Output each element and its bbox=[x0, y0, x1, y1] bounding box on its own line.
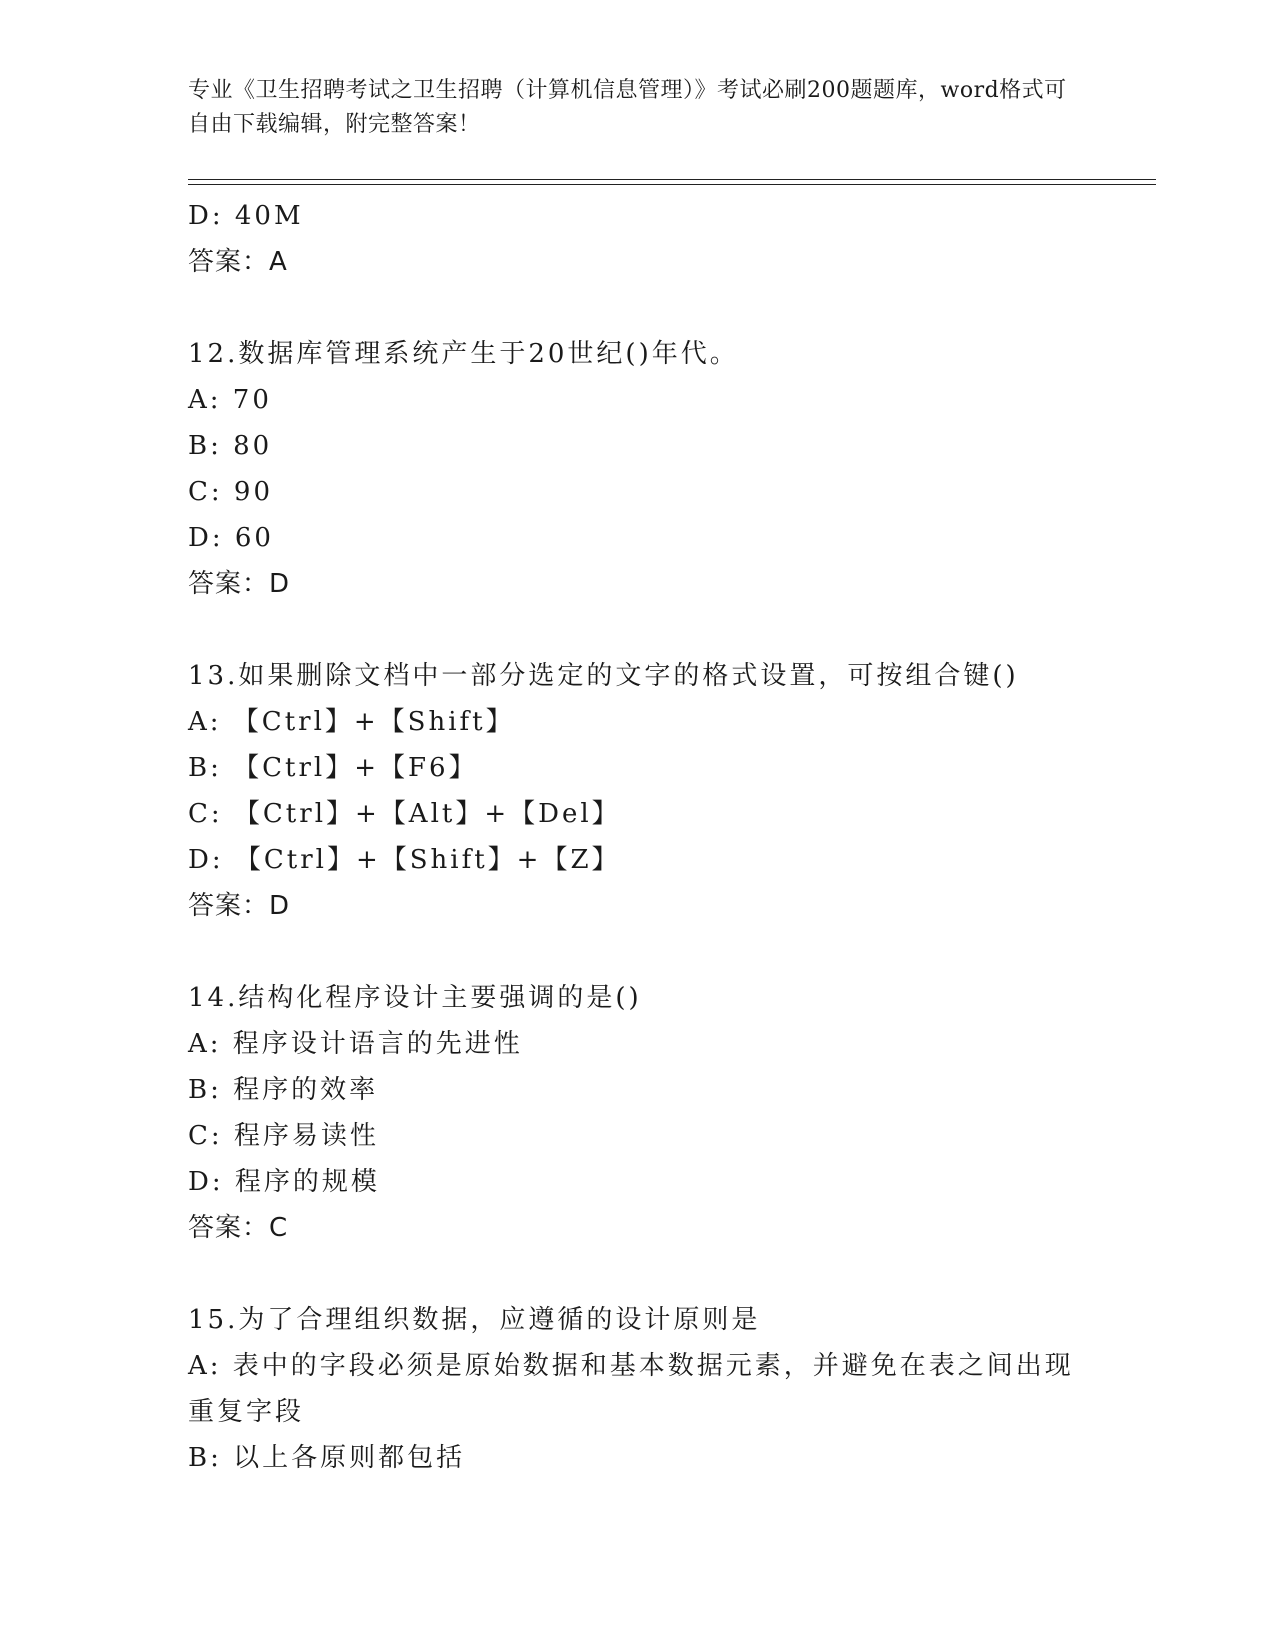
option-b: B: 【Ctrl】+【F6】 bbox=[188, 753, 478, 783]
question-stem: 14.结构化程序设计主要强调的是() bbox=[188, 983, 642, 1013]
answer: 答案：A bbox=[188, 247, 288, 277]
option-a: A: 程序设计语言的先进性 bbox=[188, 1029, 523, 1059]
answer: 答案：C bbox=[188, 1213, 289, 1243]
option-b: B: 程序的效率 bbox=[188, 1075, 379, 1105]
answer: 答案：D bbox=[188, 569, 291, 599]
page-header: 专业《卫生招聘考试之卫生招聘（计算机信息管理）》考试必刷200题题库，word格式可自由下载编辑，附完整答案！ bbox=[188, 78, 1067, 137]
option-a: A: 【Ctrl】+【Shift】 bbox=[188, 707, 515, 737]
option-d: D: 【Ctrl】+【Shift】+【Z】 bbox=[188, 845, 621, 875]
answer: 答案：D bbox=[188, 891, 291, 921]
spacer bbox=[188, 1251, 1088, 1297]
option-a: A: 70 bbox=[188, 385, 272, 415]
question-stem: 13.如果删除文档中一部分选定的文字的格式设置，可按组合键() bbox=[188, 661, 1019, 691]
option-d: D: 60 bbox=[188, 523, 274, 553]
spacer bbox=[188, 285, 1088, 331]
header-rule-bottom bbox=[188, 184, 1156, 185]
option-c: C: 程序易读性 bbox=[188, 1121, 379, 1151]
option-c: C: 【Ctrl】+【Alt】+【Del】 bbox=[188, 799, 621, 829]
spacer bbox=[188, 929, 1088, 975]
question-stem: 12.数据库管理系统产生于20世纪()年代。 bbox=[188, 339, 739, 369]
option-c: C: 90 bbox=[188, 477, 274, 507]
header-rule-top bbox=[188, 179, 1156, 180]
option-b: B: 以上各原则都包括 bbox=[188, 1443, 466, 1473]
option-b: B: 80 bbox=[188, 431, 273, 461]
option-d: D: 40M bbox=[188, 201, 304, 231]
question-stem: 15.为了合理组织数据，应遵循的设计原则是 bbox=[188, 1305, 761, 1335]
option-d: D: 程序的规模 bbox=[188, 1167, 380, 1197]
question-content bbox=[188, 193, 1088, 1481]
spacer bbox=[188, 607, 1088, 653]
option-a: A: 表中的字段必须是原始数据和基本数据元素，并避免在表之间出现重复字段 bbox=[188, 1351, 1074, 1427]
